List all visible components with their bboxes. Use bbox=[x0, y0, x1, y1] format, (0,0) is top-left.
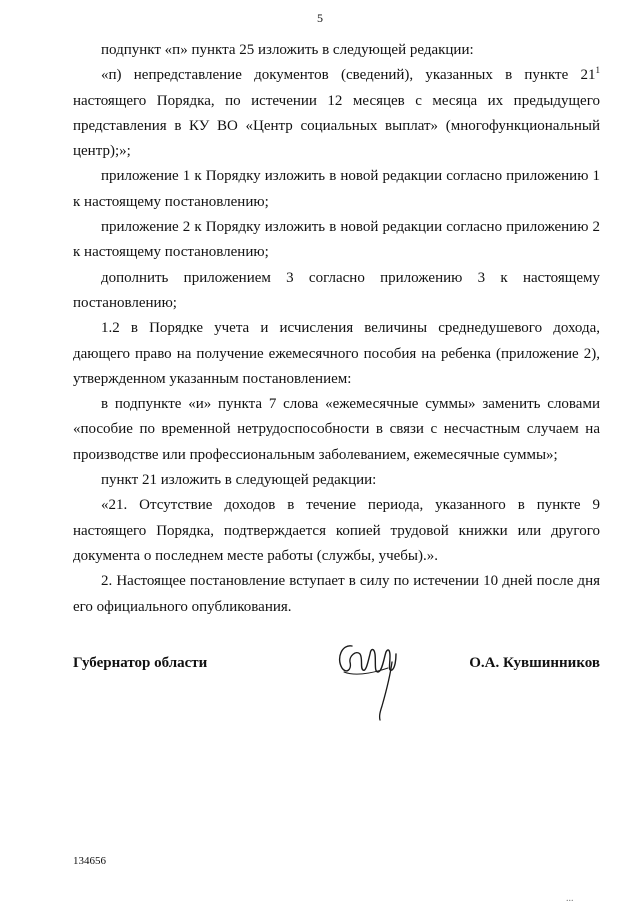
handwritten-signature bbox=[330, 632, 410, 724]
paragraph: дополнить приложением 3 согласно приложению 3 к настоящему постановлению; bbox=[73, 269, 600, 311]
paragraph bbox=[73, 63, 600, 164]
document-body bbox=[73, 38, 600, 620]
page-number: 5 bbox=[317, 11, 323, 25]
paragraph: приложение 1 к Порядку изложить в новой редакции согласно приложению 1 к настоящему постановлению; bbox=[73, 168, 600, 210]
superscript: 1 bbox=[595, 65, 600, 76]
paragraph: пункт 21 изложить в следующей редакции: bbox=[101, 472, 377, 489]
document-code: 134656 bbox=[73, 855, 106, 867]
paragraph: 1.2 в Порядке учета и исчисления величины среднедушевого дохода, дающего право на получение ежемесячного пособия на ребенка (приложение 2), утвержденном указанным постановлением: bbox=[73, 320, 600, 387]
paragraph: «21. Отсутствие доходов в течение периода, указанного в пункте 9 настоящего Порядка, подтверждается копией трудовой книжки или другого документа о последнем месте работы (службы, учебы).». bbox=[73, 497, 600, 564]
paragraph: приложение 2 к Порядку изложить в новой редакции согласно приложению 2 к настоящему постановлению; bbox=[73, 219, 600, 261]
signatory-name: О.А. Кувшинников bbox=[469, 655, 600, 671]
paragraph: 2. Настоящее постановление вступает в силу по истечении 10 дней после дня его официального опубликования. bbox=[73, 573, 600, 615]
signatory-position: Губернатор области bbox=[73, 655, 208, 671]
corner-mark: ... bbox=[566, 893, 574, 904]
paragraph-text: «п) непредставление документов (сведений), указанных в пункте 21 bbox=[101, 67, 596, 84]
paragraph: в подпункте «и» пункта 7 слова «ежемесячные суммы» заменить словами «пособие по временной нетрудоспособности в связи с несчастным случаем на производстве или профессиональным заболеванием, ежемесячные суммы»; bbox=[73, 396, 600, 463]
paragraph: подпункт «п» пункта 25 изложить в следующей редакции: bbox=[101, 42, 474, 58]
paragraph-text: настоящего Порядка, по истечении 12 месяцев с месяца их предыдущего представления в КУ ВО «Центр социальных выплат» (многофункциональный центр);»; bbox=[73, 92, 600, 160]
